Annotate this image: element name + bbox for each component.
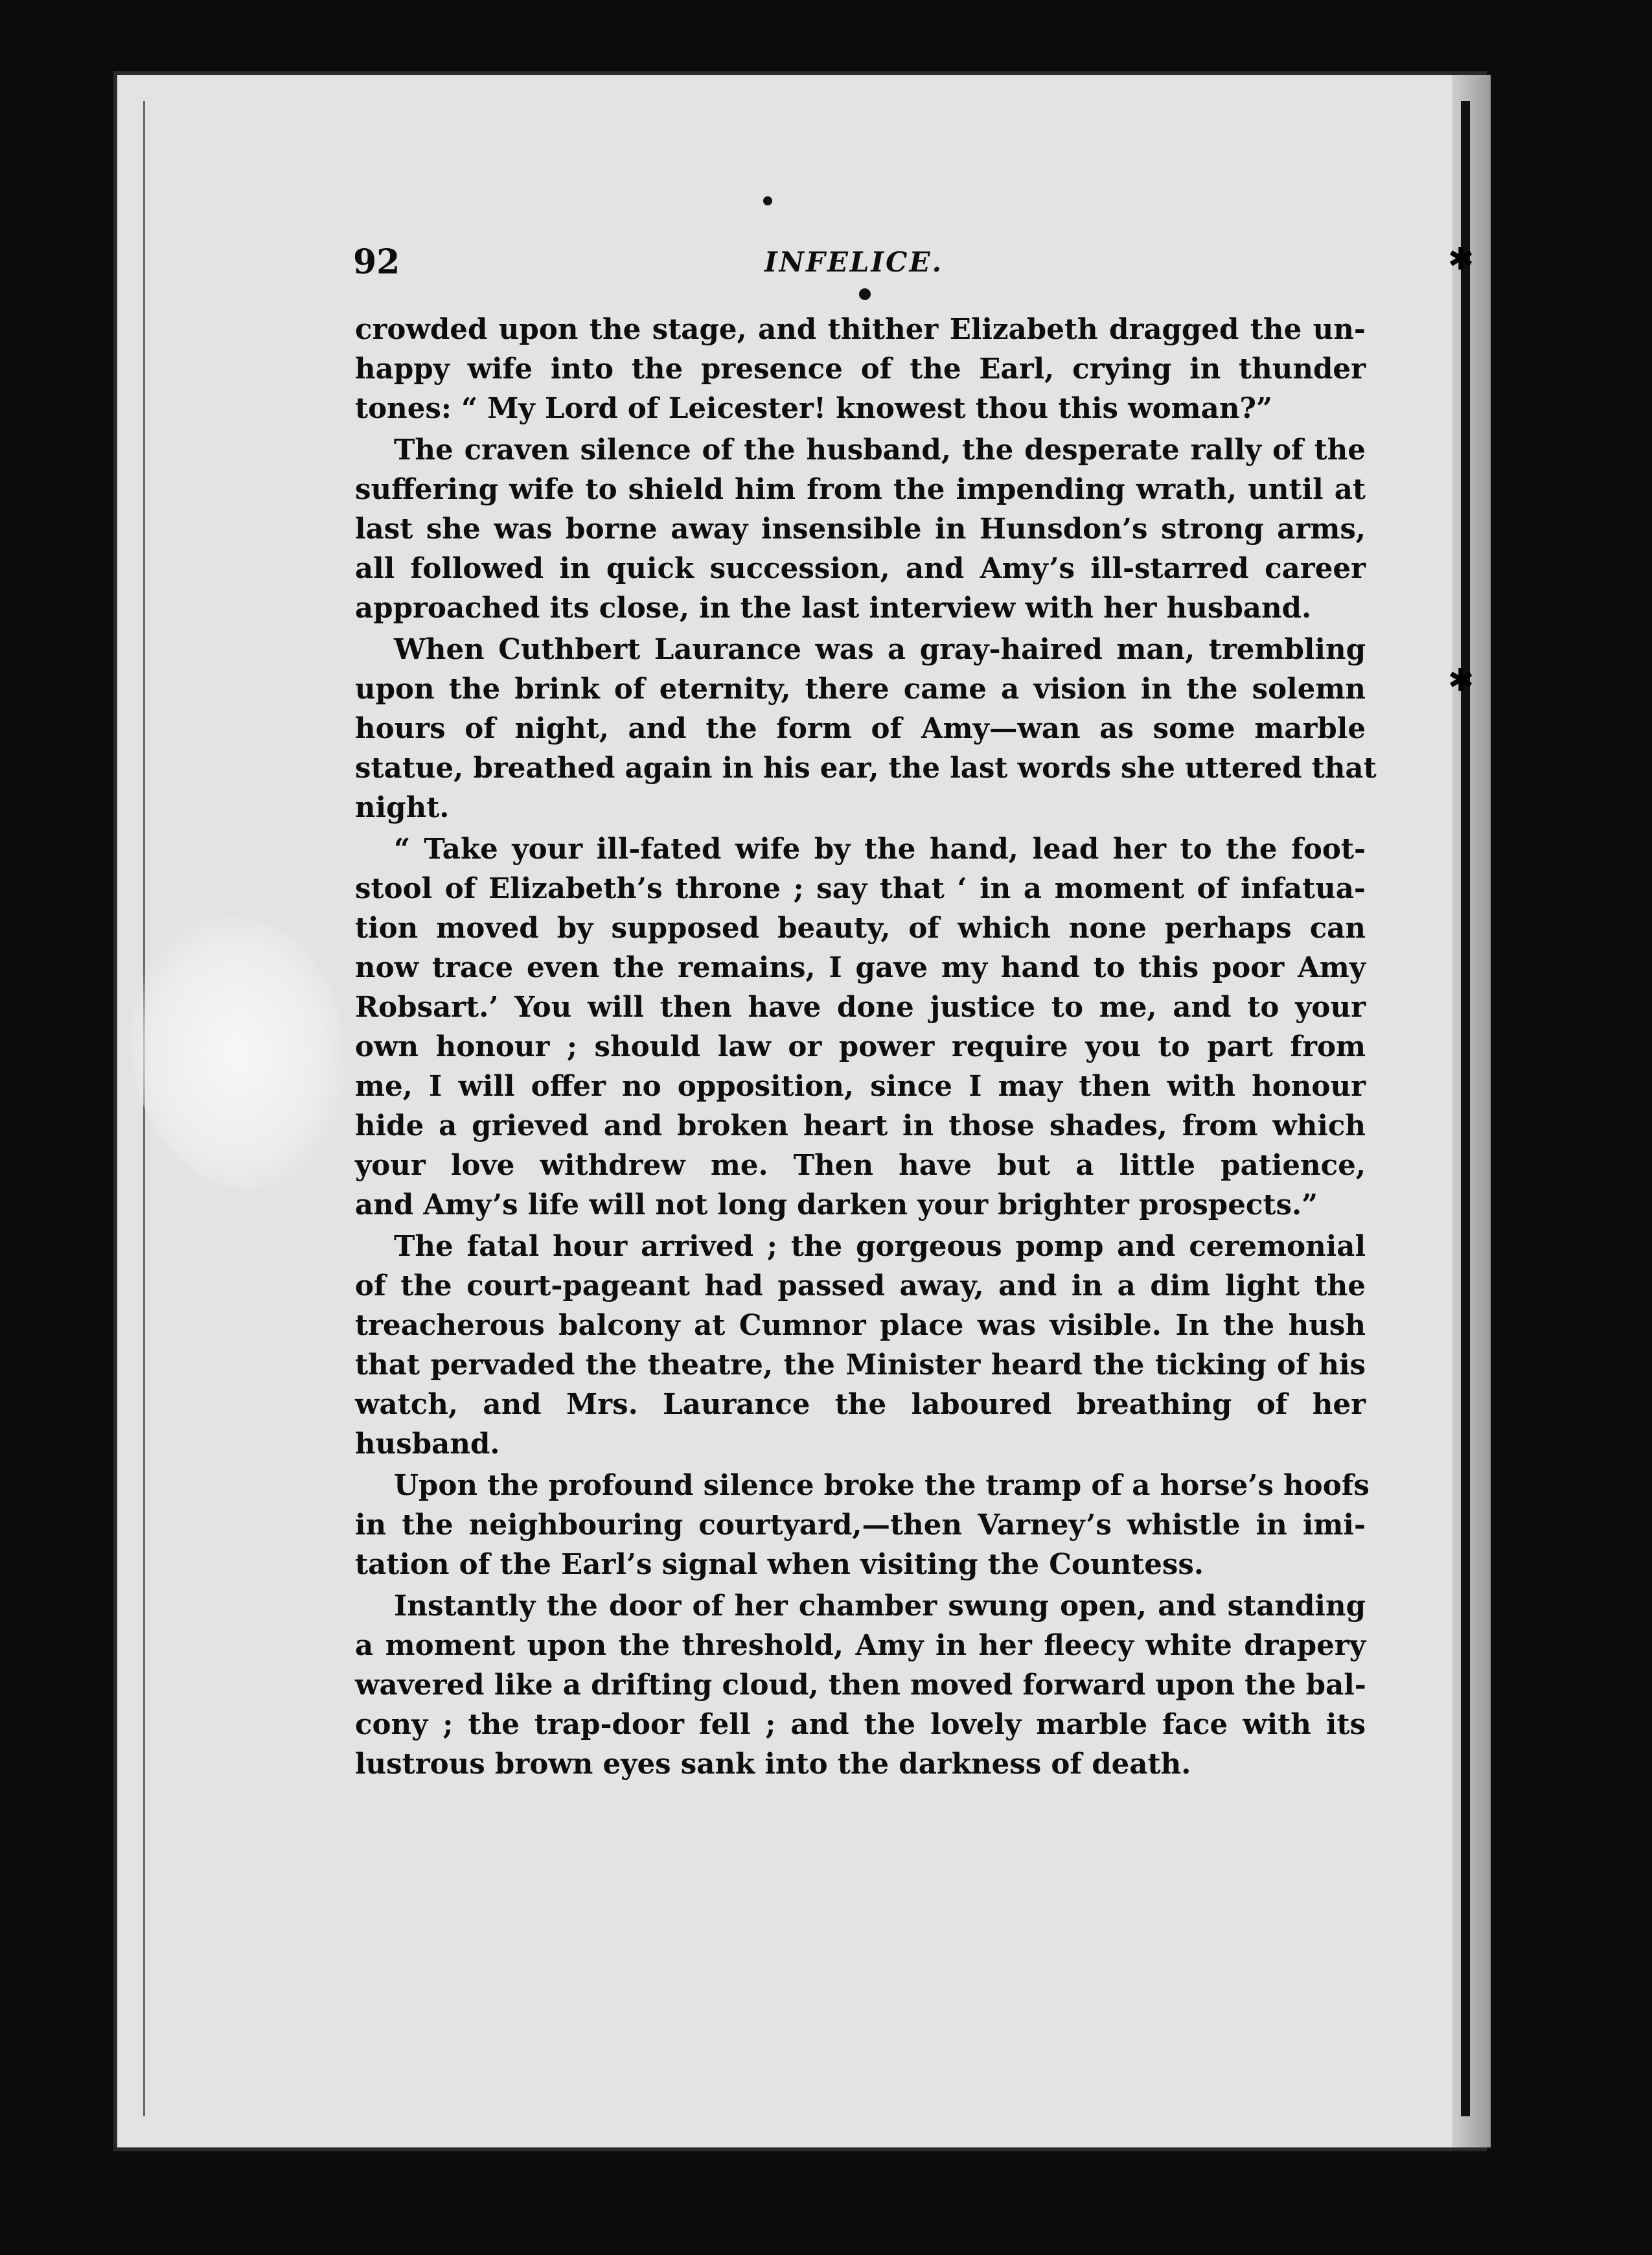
text-line: tones: “ My Lord of Leicester! knowest thou this woman?” [355,392,1272,425]
running-title: INFELICE. [764,246,944,278]
binding-ornament: ✱ [1447,662,1474,699]
text-line: husband. [355,1428,500,1461]
text-line: last she was borne away insensible in Hunsdon’s strong arms, [355,513,1366,546]
text-line: Upon the profound silence broke the tramp of a horse’s hoofs [394,1469,1370,1502]
text-line: Robsart.’ You will then have done justice to me, and to your [355,991,1366,1024]
ink-speck [763,196,772,205]
text-line: hours of night, and the form of Amy—wan as some marble [355,712,1366,745]
text-line: treacherous balcony at Cumnor place was visible. In the hush [355,1309,1366,1342]
text-line: night. [355,791,450,824]
text-line: all followed in quick succession, and Amy’s ill-starred career [355,552,1366,585]
text-line: that pervaded the theatre, the Minister heard the ticking of his [355,1348,1366,1382]
text-line: me, I will offer no opposition, since I may then with honour [355,1070,1366,1103]
text-line: tation of the Earl’s signal when visiting the Countess. [355,1548,1204,1581]
page-header [353,240,1364,285]
paragraph [355,630,1377,827]
paragraph [355,829,1366,1225]
text-line: cony ; the trap-door fell ; and the lovely marble face with its [355,1708,1366,1741]
paragraph [355,1227,1366,1464]
text-line: a moment upon the threshold, Amy in her fleecy white drapery [355,1629,1366,1662]
text-line: tion moved by supposed beauty, of which none perhaps can [355,912,1366,945]
text-line: The craven silence of the husband, the desperate rally of the [394,434,1366,467]
text-line: in the neighbouring courtyard,—then Varney’s whistle in imi- [355,1509,1366,1542]
text-line: “ Take your ill-fated wife by the hand, lead her to the foot- [394,833,1366,866]
text-line: statue, breathed again in his ear, the last words she uttered that [355,752,1377,785]
paragraph [355,1586,1366,1784]
text-line: of the court-pageant had passed away, and in a dim light the [355,1269,1366,1302]
text-line: happy wife into the presence of the Earl, crying in thunder [355,353,1366,386]
page-number: 92 [353,242,400,282]
text-line: hide a grieved and broken heart in those shades, from which [355,1109,1366,1142]
paragraph [355,430,1366,628]
body-text [355,310,1377,1784]
text-line: your love withdrew me. Then have but a little patience, [355,1149,1366,1182]
text-line: and Amy’s life will not long darken your brighter prospects.” [355,1188,1318,1221]
text-line: approached its close, in the last interview with her husband. [355,592,1312,625]
binding-ornament: ✱ [1447,241,1474,277]
text-line: The fatal hour arrived ; the gorgeous pomp and ceremonial [394,1230,1366,1263]
binding-edge [1461,101,1470,2116]
paper-stain [130,918,344,1190]
text-line: own honour ; should law or power require you to part from [355,1030,1366,1063]
paragraph [355,1466,1370,1584]
text-line: suffering wife to shield him from the impending wrath, until at [355,473,1366,506]
text-line: upon the brink of eternity, there came a vision in the solemn [355,673,1366,706]
text-line: crowded upon the stage, and thither Elizabeth dragged the un- [355,313,1366,346]
paragraph [355,310,1366,428]
text-line: now trace even the remains, I gave my hand to this poor Amy [355,951,1366,984]
text-line: wavered like a drifting cloud, then moved forward upon the bal- [355,1669,1366,1702]
text-line: lustrous brown eyes sank into the darkness of death. [355,1748,1191,1781]
text-line: watch, and Mrs. Laurance the laboured breathing of her [355,1388,1366,1421]
text-line: Instantly the door of her chamber swung open, and standing [394,1590,1366,1623]
gutter-shadow [1452,75,1491,2147]
text-line: stool of Elizabeth’s throne ; say that ‘ in a moment of infatua- [355,872,1366,905]
ink-speck [859,288,871,300]
text-line: When Cuthbert Laurance was a gray-haired man, trembling [394,633,1366,666]
